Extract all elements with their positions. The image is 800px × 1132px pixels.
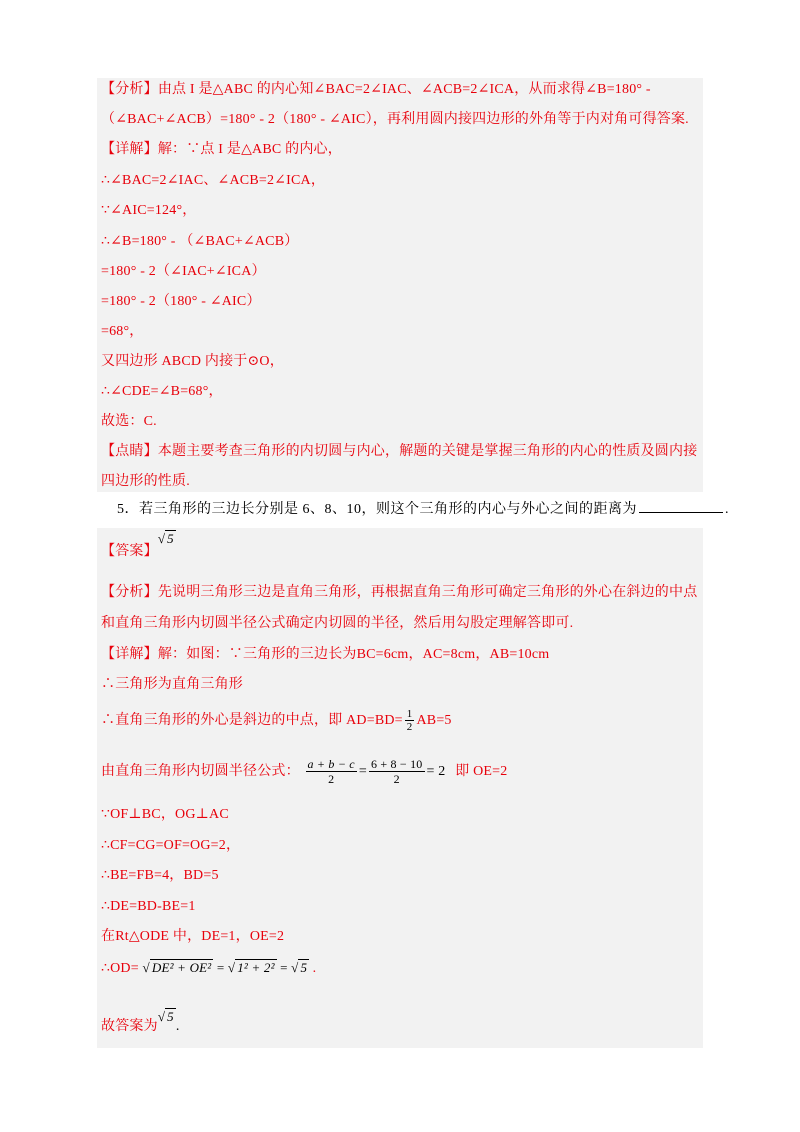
analysis-line-2: （∠BAC+∠ACB）=180° - 2（180° - ∠AIC），再利用圆内接四边形的外角等于内对角可得答案.	[101, 112, 689, 127]
detail-line-6: =180° - 2（180° - ∠AIC）	[101, 294, 261, 309]
analysis-line-1: 【分析】由点 I 是△ABC 的内心知∠BAC=2∠IAC、∠ACB=2∠ICA，从而求得∠B=180° -	[101, 82, 651, 97]
half-fraction: $\frac{1}{2}$	[406, 708, 413, 734]
answer-tag: 【答案】	[101, 544, 158, 559]
q5-analysis-tag: 【分析】	[101, 585, 158, 600]
answer-line	[101, 531, 176, 559]
detail-line-4: ∴∠B=180° - （∠BAC+∠ACB）	[101, 234, 299, 249]
detail-line-7: =68°，	[101, 324, 144, 339]
comment-line-1: 【点睛】本题主要考查三角形的内切圆与内心，解题的关键是掌握三角形的内心的性质及圆内接	[101, 444, 698, 459]
q5-detail-line-9: 在Rt△ODE 中，DE=1，OE=2	[101, 929, 285, 944]
detail-line-8: 又四边形 ABCD 内接于⊙O，	[101, 354, 284, 369]
question-5: 5．若三角形的三边长分别是 6、8、10，则这个三角形的内心与外心之间的距离为 .	[117, 499, 729, 519]
q5-detail-line-1: 【详解】解：如图：∵三角形的三边长为BC=6cm，AC=8cm，AB=10cm	[101, 647, 550, 662]
inradius-formula: $\frac{a + b - c}{2}$ = $\frac{6 + 8 - 10}{2}$ = 2	[307, 757, 446, 787]
q5-analysis-line-2: 和直角三角形内切圆半径公式确定内切圆的半径，然后用勾股定理解答即可.	[101, 616, 574, 631]
q5-final-answer-line: 故答案为√ 5.	[101, 1012, 180, 1041]
q5-analysis-line-1: 【分析】先说明三角形三边是直角三角形，再根据直角三角形可确定三角形的外心在斜边的中点	[101, 585, 698, 600]
detail-line-3: ∵∠AIC=124°，	[101, 203, 197, 218]
q5-detail-line-6: ∴CF=CG=OF=OG=2，	[101, 838, 241, 853]
q5-detail-line-4: 由直角三角形内切圆半径公式： $\frac{a + b - c}{2}$ = $\frac{6 + 8 - 10}{2}$ = 2 即 OE=2	[101, 757, 508, 787]
answer-sqrt: √ 5	[157, 531, 174, 546]
q5-detail-line-7: ∴BE=FB=4，BD=5	[101, 868, 219, 883]
q5-detail-tag: 【详解】	[101, 647, 158, 662]
od-formula: √ DE² + OE² = √ 1² + 2² = √ 5	[142, 960, 308, 975]
detail-line-10: 故选：C.	[101, 414, 157, 429]
answer-blank	[639, 499, 723, 513]
comment-line-2: 四边形的性质.	[101, 474, 190, 489]
q5-detail-line-8: ∴DE=BD-BE=1	[101, 899, 196, 914]
detail-line-2: ∴∠BAC=2∠IAC、∠ACB=2∠ICA，	[101, 173, 326, 188]
final-sqrt: √ 5	[157, 1009, 174, 1024]
q5-detail-line-3: ∴直角三角形的外心是斜边的中点，即 AD=BD= $\frac{1}{2}$ AB=5	[101, 708, 452, 734]
detail-line-9: ∴∠CDE=∠B=68°，	[101, 384, 223, 399]
detail-line-1: 【详解】解：∵点 I 是△ABC 的内心，	[101, 142, 342, 157]
detail-tag: 【详解】	[101, 142, 158, 157]
q5-detail-line-5: ∵OF⊥BC，OG⊥AC	[101, 807, 229, 822]
q5-detail-line-2: ∴三角形为直角三角形	[101, 677, 243, 692]
analysis-tag: 【分析】	[101, 82, 158, 97]
detail-line-5: =180° - 2（∠IAC+∠ICA）	[101, 264, 266, 279]
q5-detail-line-10: ∴OD= √ DE² + OE² = √ 1² + 2² = √ 5 .	[101, 960, 317, 976]
comment-tag: 【点睛】	[101, 444, 158, 459]
